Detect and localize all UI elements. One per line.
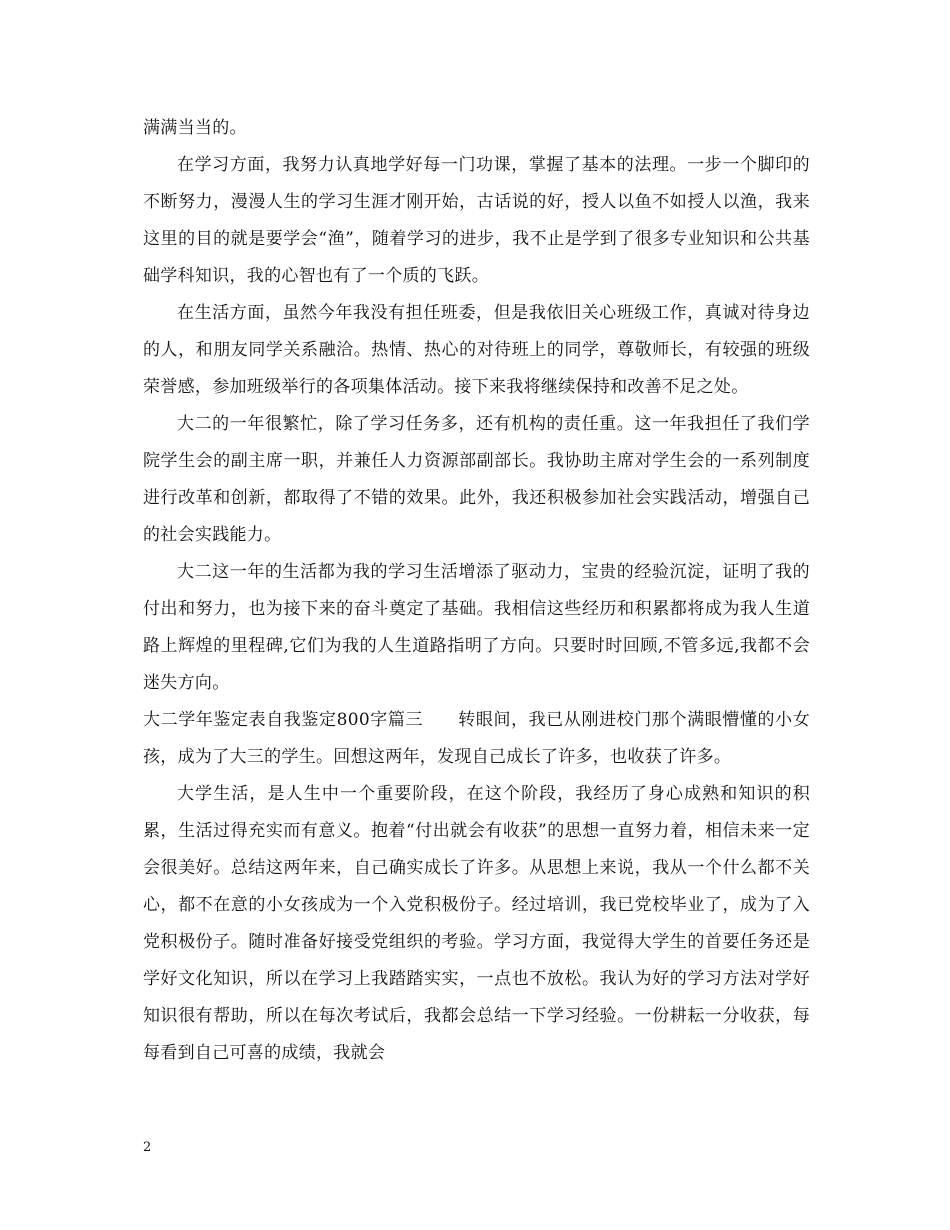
paragraph-life: 在生活方面，虽然今年我没有担任班委，但是我依旧关心班级工作，真诚对待身边的人，和朋友同学关系融洽。热情、热心的对待班上的同学，尊敬师长，有较强的班级荣誉感，参加班级举行的各项集体活动。接下来我将继续保持和改善不足之处。 [143, 303, 810, 397]
page-number: 2 [143, 1140, 152, 1155]
paragraph-university-life: 大学生活，是人生中一个重要阶段，在这个阶段，我经历了身心成熟和知识的积累，生活过得充实而有意义。抱着“付出就会有收获”的思想一直努力着，相信未来一定会很美好。总结这两年来，自己确实成长了许多。从思想上来说，我从一个什么都不关心，都不在意的小女孩成为一个入党积极份子。经过培训，我已党校毕业了，成为了入党积极份子。随时准备好接受党组织的考验。学习方面，我觉得大学生的首要任务还是学好文化知识，所以在学习上我踏踏实实，一点也不放松。我认为好的学习方法对学好知识很有帮助，所以在每次考试后，我都会总结一下学习经验。一份耕耘一分收获，每每看到自己可喜的成绩，我就会 [143, 784, 810, 1063]
document-body [143, 110, 810, 1072]
paragraph-study: 在学习方面，我努力认真地学好每一门功课，掌握了基本的法理。一步一个脚印的不断努力，漫漫人生的学习生涯才刚开始，古话说的好，授人以鱼不如授人以渔，我来这里的目的就是要学会“渔”，随着学习的进步，我不止是学到了很多专业知识和公共基础学科知识，我的心智也有了一个质的飞跃。 [143, 155, 810, 286]
paragraph-work: 大二的一年很繁忙，除了学习任务多，还有机构的责任重。这一年我担任了我们学院学生会的副主席一职，并兼任人力资源部副部长。我协助主席对学生会的一系列制度进行改革和创新，都取得了不错的效果。此外，我还积极参加社会实践活动，增强自己的社会实践能力。 [143, 414, 810, 545]
paragraph-summary: 大二这一年的生活都为我的学习生活增添了驱动力，宝贵的经验沉淀，证明了我的付出和努力，也为接下来的奋斗奠定了基础。我相信这些经历和积累都将成为我人生道路上辉煌的里程碑,它们为我的人生道路指明了方向。只要时时回顾,不管多远,我都不会迷失方向。 [143, 562, 810, 693]
paragraph-continuation: 满满当当的。 [143, 118, 247, 138]
paragraph-section-three-heading: 大二学年鉴定表自我鉴定800字篇三 转眼间，我已从刚进校门那个满眼懵懂的小女孩，成为了大三的学生。回想这两年，发现自己成长了许多，也收获了许多。 [143, 710, 810, 767]
